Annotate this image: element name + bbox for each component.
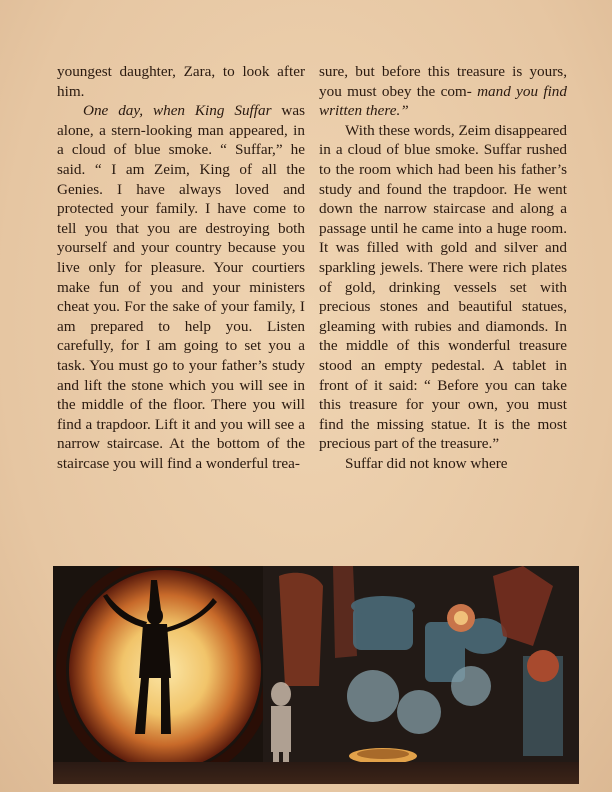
left-paragraph-1: youngest daughter, Zara, to look after him. — [57, 63, 305, 100]
left-paragraph-2-italic-lead: One day, when King Suffar — [83, 102, 272, 120]
left-paragraph-2-text: was alone, a stern-looking man appeared, in a cloud of blue smoke. “ Suffar,” he said. “ I am Zeim, King of all the Genies. I have always loved and protected your family. I have come to tell you that you are destroying both yourself and your country because you live only for pleasure. Your courtiers make fun of you and your ministers cheat you. For the sake of your family, I am prepared to help you. Listen carefully, for I am going to set you a task. You must go to your father’s study and lift the stone which you will see in the middle of the floor. There you will find a trapdoor. Lift it and you will see a narrow staircase. At the bottom of the staircase you will find a wonderful trea- — [57, 102, 305, 472]
treasure-room-illustration — [53, 566, 579, 784]
left-paragraph-2 — [57, 101, 305, 473]
right-paragraph-1-text: sure, but before this treasure is yours, you must obey the com- — [319, 63, 567, 100]
right-paragraph-2: With these words, Zeim disappeared in a cloud of blue smoke. Suffar rushed to the room which had been his father’s study and found the trapdoor. He went down the narrow staircase and along a passage until he came into a huge room. It was filled with gold and silver and sparkling jewels. There were rich plates of gold, drinking vessels set with precious stones and beautiful statues, gleaming with rubies and diamonds. In the middle of this wonderful treasure stood an empty pedestal. A tablet in front of it said: “ Before you can take this treasure for your own, you must find the missing statue. It is the most precious part of the treasure.” — [319, 121, 567, 453]
right-column — [319, 62, 567, 473]
right-paragraph-1 — [319, 62, 567, 121]
left-column — [57, 62, 305, 473]
illustration-drawing — [53, 566, 579, 784]
right-paragraph-1-italic: mand you find written there.” — [319, 82, 567, 120]
right-paragraph-3: Suffar did not know where — [345, 454, 508, 472]
